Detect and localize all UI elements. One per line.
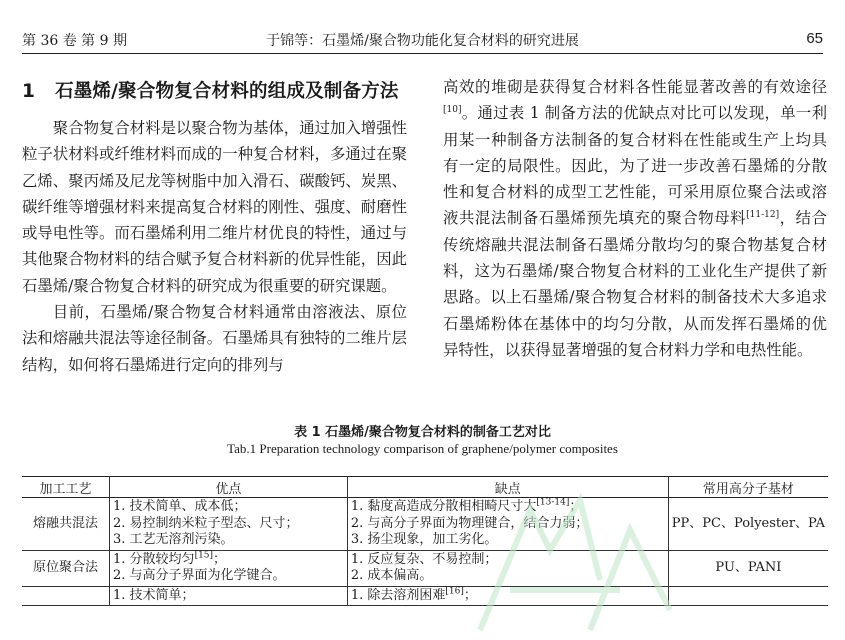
citation[interactable]: [11-12] (746, 210, 780, 221)
table-caption-en: Tab.1 Preparation technology comparison of graphene/polymer composites (227, 441, 618, 456)
base-cell (668, 586, 828, 606)
comparison-table (22, 476, 828, 606)
text-run: ； (213, 551, 227, 567)
list-item: 2. 与高分子界面为化学键合。 (113, 568, 286, 583)
text-run: 1. 分散较均匀 (113, 551, 195, 567)
right-column (443, 74, 827, 363)
list-item: 1. 反应复杂、不易控制； (350, 551, 498, 567)
text-run: 。通过表 1 制备方法的优缺点对比可以发现，单一利用某一种制备方法制备的复合材料在性能或生产上均具有一定的局限性。因此，为了进一步改善石墨烯的分散性和复合材料的成型工艺性能，可采用原位聚合法或溶液共混法制备石墨烯预先填充的聚合物母料 (443, 104, 827, 228)
page-number: 65 (806, 30, 823, 47)
journal-volume-issue: 第 36 卷 第 9 期 (22, 33, 127, 49)
column-header: 缺点 (347, 477, 668, 498)
running-header (22, 30, 823, 52)
pros-cell (110, 498, 348, 551)
list-item: 1. 技术简单、成本低； (113, 499, 247, 514)
text-run: ，结合传统熔融共混法制备石墨烯分散均匀的聚合物基复合材料，这为石墨烯/聚合物复合材料的工业化生产提供了新思路。以上石墨烯/聚合物复合材料的制备技术大多追求石墨烯粉体在基体中的均匀分散，从而发挥石墨烯的优异特性，以获得显著增强的复合材料力学和电热性能。 (443, 209, 827, 359)
column-header: 优点 (110, 477, 348, 498)
section-number: 1 (22, 81, 36, 102)
text-run: 1. 黏度高造成分散相相畸尺寸大 (350, 499, 537, 514)
list-item: 3. 工艺无溶剂污染。 (113, 532, 234, 547)
list-item (113, 552, 344, 569)
base-cell: PU、PANI (668, 550, 828, 586)
citation[interactable]: [16] (445, 586, 464, 597)
header-rule (22, 53, 823, 54)
list-item: 3. 扬尘现象，加工劣化。 (350, 532, 498, 547)
cons-cell (347, 586, 668, 606)
table-row (22, 586, 828, 606)
table-row (22, 550, 828, 586)
citation[interactable]: [15] (194, 550, 214, 561)
text-run: ； (463, 587, 477, 603)
pros-cell (110, 550, 348, 586)
column-header: 常用高分子基材 (668, 477, 828, 498)
process-cell (22, 586, 110, 606)
paragraph: 目前，石墨烯/聚合物复合材料通常由溶液法、原位法和熔融共混法等途径制备。石墨烯具有独特的二维片层结构，如何将石墨烯进行定向的排列与 (22, 303, 407, 374)
text-run: 高效的堆砌是获得复合材料各性能显著改善的有效途径 (443, 78, 827, 96)
table-row (22, 498, 828, 551)
list-item (351, 499, 665, 516)
section-heading (22, 77, 399, 103)
left-column (22, 115, 407, 378)
paragraph: 聚合物复合材料是以聚合物为基体，通过加入增强性粒子状材料或纤维材料而成的一种复合材料，多通过在聚乙烯、聚丙烯及尼龙等树脂中加入滑石、碳酸钙、炭黑、碳纤维等增强材料来提高复合材料的刚性、强度、耐磨性或导电性等。而石墨烯利用二维片材优良的特性，通过与其他聚合物材料的结合赋予复合材料新的优异性能，因此石墨烯/聚合物复合材料的研究成为很重要的研究课题。 (22, 119, 407, 295)
cons-cell (347, 550, 668, 586)
base-cell: PP、PC、Polyester、PA (668, 498, 828, 551)
text-run: 1. 除去溶剂困难 (350, 587, 446, 603)
list-item: 1. 技术简单； (113, 587, 195, 603)
table-caption-cn: 表 1 石墨烯/聚合物复合材料的制备工艺对比 (294, 425, 551, 440)
list-item: 2. 与高分子界面为物理键合，结合力弱； (350, 515, 589, 531)
column-header: 加工工艺 (39, 481, 92, 497)
citation[interactable]: [13-14] (536, 497, 570, 508)
process-cell: 原位聚合法 (33, 559, 99, 575)
text-run: ； (569, 499, 583, 514)
citation[interactable]: [10] (443, 105, 462, 116)
pros-cell (110, 586, 348, 606)
paragraph (443, 74, 827, 363)
list-item: 2. 成本偏高。 (350, 568, 433, 583)
cons-cell (347, 498, 668, 551)
list-item (351, 588, 665, 605)
running-title: 于锦等：石墨烯/聚合物功能化复合材料的研究进展 (266, 33, 579, 49)
process-cell: 熔融共混法 (33, 515, 99, 531)
list-item: 2. 易控制纳米粒子型态、尺寸； (113, 515, 299, 531)
table-header-row (22, 477, 828, 498)
section-title: 石墨烯/聚合物复合材料的组成及制备方法 (55, 81, 399, 102)
